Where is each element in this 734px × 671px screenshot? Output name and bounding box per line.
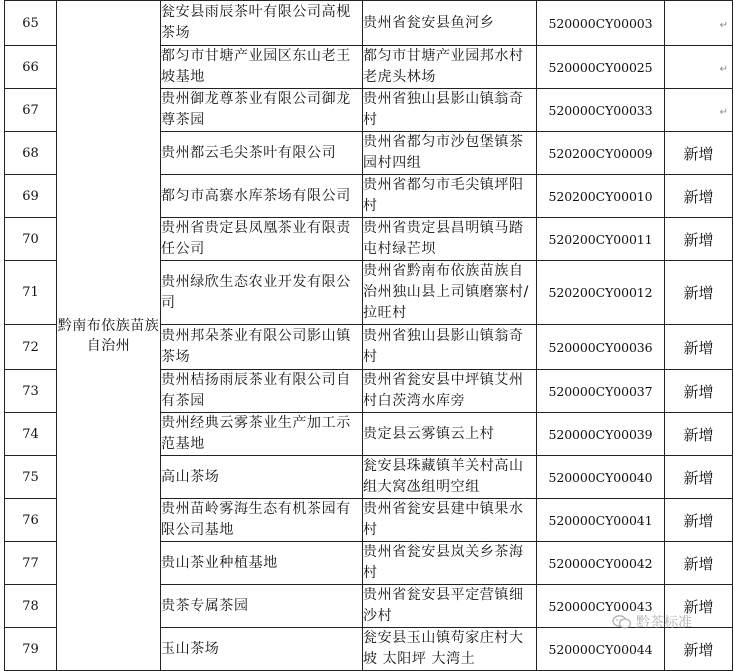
note-cell [665, 89, 733, 132]
registration-code: 520000CY00036 [537, 325, 665, 370]
row-number: 66 [5, 46, 57, 89]
wechat-icon [612, 614, 632, 630]
garden-address: 贵州省瓮安县岚关乡茶海村 [363, 542, 537, 585]
garden-address: 瓮安县玉山镇苟家庄村大坡 太阳坪 大湾土 [363, 628, 537, 671]
registration-code: 520000CY00044 [537, 628, 665, 671]
garden-address: 贵州省都匀市沙包堡镇茶园村四组 [363, 132, 537, 175]
garden-address: 都匀市甘塘产业园邦水村老虎头林场 [363, 46, 537, 89]
registration-code: 520000CY00043 [537, 585, 665, 628]
registration-code: 520000CY00041 [537, 499, 665, 542]
note-cell: 新增 [665, 499, 733, 542]
row-number: 73 [5, 370, 57, 413]
registration-code: 520000CY00037 [537, 370, 665, 413]
registration-code: 520200CY00011 [537, 218, 665, 261]
note-cell: 新增 [665, 132, 733, 175]
note-cell: 新增 [665, 413, 733, 456]
garden-address: 贵州省瓮安县平定营镇细沙村 [363, 585, 537, 628]
row-number: 72 [5, 325, 57, 370]
note-cell: 新增 [665, 325, 733, 370]
garden-name: 贵茶专属茶园 [161, 585, 363, 628]
watermark-text: 黔茶标准 [636, 615, 692, 631]
row-number: 68 [5, 132, 57, 175]
region-cell: 黔南布依族苗族自治州 [57, 1, 161, 671]
garden-name: 都匀市高寨水库茶场有限公司 [161, 175, 363, 218]
garden-address: 贵定县云雾镇云上村 [363, 413, 537, 456]
garden-name: 都匀市甘塘产业园区东山老王坡基地 [161, 46, 363, 89]
note-cell: 新增 [665, 585, 733, 628]
garden-address: 贵州省独山县影山镇翁奇村 [363, 325, 537, 370]
row-number: 67 [5, 89, 57, 132]
registration-code: 520000CY00003 [537, 1, 665, 46]
note-cell: 新增 [665, 542, 733, 585]
garden-name: 贵州苗岭雾海生态有机茶园有限公司基地 [161, 499, 363, 542]
garden-address: 贵州省瓮安县中坪镇艾州村白茨湾水库旁 [363, 370, 537, 413]
registration-code: 520200CY00010 [537, 175, 665, 218]
garden-address: 瓮安县珠藏镇羊关村高山组大窝氹组明空组 [363, 456, 537, 499]
garden-name: 贵州邦朵茶业有限公司影山镇茶场 [161, 325, 363, 370]
garden-address: 贵州省瓮安县鱼河乡 [363, 1, 537, 46]
note-cell: 新增 [665, 261, 733, 325]
registration-code: 520000CY00033 [537, 89, 665, 132]
paragraph-mark: ↵ [719, 20, 728, 31]
note-cell [665, 1, 733, 46]
garden-name: 贵山茶业种植基地 [161, 542, 363, 585]
row-number: 71 [5, 261, 57, 325]
garden-address: 贵州省独山县影山镇翁奇村 [363, 89, 537, 132]
garden-name: 贵州省贵定县凤凰茶业有限责任公司 [161, 218, 363, 261]
row-number: 77 [5, 542, 57, 585]
row-number: 78 [5, 585, 57, 628]
garden-address: 贵州省瓮安县建中镇果水村 [363, 499, 537, 542]
registration-code: 520200CY00009 [537, 132, 665, 175]
registration-code: 520000CY00042 [537, 542, 665, 585]
garden-name: 玉山茶场 [161, 628, 363, 671]
table-row [5, 1, 733, 46]
note-cell [665, 46, 733, 89]
watermark [612, 612, 692, 632]
garden-name: 高山茶场 [161, 456, 363, 499]
registration-code: 520000CY00040 [537, 456, 665, 499]
note-cell: 新增 [665, 218, 733, 261]
row-number: 79 [5, 628, 57, 671]
garden-name: 瓮安县雨辰茶叶有限公司高枧茶场 [161, 1, 363, 46]
registration-code: 520000CY00025 [537, 46, 665, 89]
tea-garden-registry-table [4, 0, 733, 671]
garden-address: 贵州省黔南布依族苗族自治州独山县上司镇磨寨村/拉旺村 [363, 261, 537, 325]
registration-code: 520000CY00039 [537, 413, 665, 456]
row-number: 74 [5, 413, 57, 456]
registration-code: 520200CY00012 [537, 261, 665, 325]
paragraph-mark: ↵ [719, 107, 728, 118]
note-cell: 新增 [665, 456, 733, 499]
garden-name: 贵州经典云雾茶业生产加工示范基地 [161, 413, 363, 456]
garden-name: 贵州桔扬雨辰茶业有限公司自有茶园 [161, 370, 363, 413]
note-cell: 新增 [665, 628, 733, 671]
garden-name: 贵州御龙尊茶业有限公司御龙尊茶园 [161, 89, 363, 132]
paragraph-mark: ↵ [719, 64, 728, 75]
row-number: 70 [5, 218, 57, 261]
note-cell: 新增 [665, 175, 733, 218]
row-number: 76 [5, 499, 57, 542]
garden-name: 贵州绿欣生态农业开发有限公司 [161, 261, 363, 325]
row-number: 69 [5, 175, 57, 218]
garden-name: 贵州都云毛尖茶叶有限公司 [161, 132, 363, 175]
garden-address: 贵州省都匀市毛尖镇坪阳村 [363, 175, 537, 218]
note-cell: 新增 [665, 370, 733, 413]
row-number: 65 [5, 1, 57, 46]
garden-address: 贵州省贵定县昌明镇马踏屯村绿芒坝 [363, 218, 537, 261]
row-number: 75 [5, 456, 57, 499]
